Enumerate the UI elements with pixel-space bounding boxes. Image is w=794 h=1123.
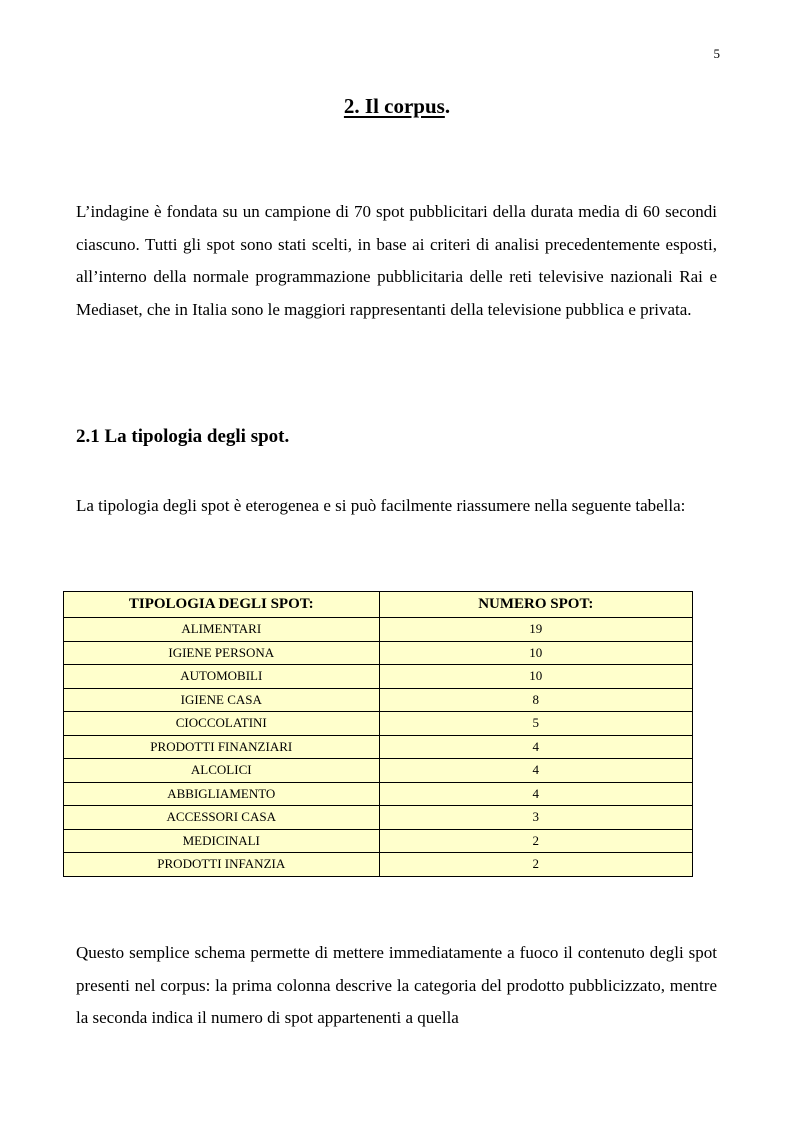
spot-count-cell: 8 [379, 688, 692, 712]
chapter-title [0, 94, 794, 119]
spot-category-cell: IGIENE CASA [64, 688, 380, 712]
table-row [64, 853, 693, 877]
table-row [64, 829, 693, 853]
table-row [64, 759, 693, 783]
spot-count-cell: 10 [379, 665, 692, 689]
closing-paragraph: Questo semplice schema permette di mettere immediatamente a fuoco il contenuto degli spot presenti nel corpus: la prima colonna descrive la categoria del prodotto pubblicizzato, mentre la seconda indica il numero di spot appartenenti a quella [76, 943, 717, 1027]
spot-category-cell: PRODOTTI INFANZIA [64, 853, 380, 877]
spot-type-table [63, 591, 693, 877]
spot-count-cell: 5 [379, 712, 692, 736]
chapter-title-text: 2. Il corpus [343, 94, 445, 118]
spot-category-cell: CIOCCOLATINI [64, 712, 380, 736]
table-row [64, 688, 693, 712]
chapter-title-period: . [444, 94, 451, 118]
spot-category-cell: ALCOLICI [64, 759, 380, 783]
spot-count-cell: 2 [379, 829, 692, 853]
spot-count-cell: 4 [379, 782, 692, 806]
spot-count-cell: 10 [379, 641, 692, 665]
section-title: 2.1 La tipologia degli spot. [76, 426, 290, 447]
spot-category-cell: IGIENE PERSONA [64, 641, 380, 665]
spot-count-cell: 2 [379, 853, 692, 877]
header-spot-count: NUMERO SPOT: [379, 592, 692, 618]
spot-category-cell: ABBIGLIAMENTO [64, 782, 380, 806]
table-row [64, 806, 693, 830]
table-row [64, 665, 693, 689]
table-intro-paragraph: La tipologia degli spot è eterogenea e si può facilmente riassumere nella seguente tabella: [76, 496, 686, 515]
table-row [64, 735, 693, 759]
table-row [64, 618, 693, 642]
table-row [64, 712, 693, 736]
spot-count-cell: 3 [379, 806, 692, 830]
table-header-row [64, 592, 693, 618]
page-number: 5 [713, 46, 720, 61]
spot-category-cell: ACCESSORI CASA [64, 806, 380, 830]
spot-count-cell: 4 [379, 735, 692, 759]
spot-category-cell: MEDICINALI [64, 829, 380, 853]
header-spot-type: TIPOLOGIA DEGLI SPOT: [64, 592, 380, 618]
intro-paragraph: L’indagine è fondata su un campione di 70 spot pubblicitari della durata media di 60 secondi ciascuno. Tutti gli spot sono stati scelti, in base ai criteri di analisi precedentemente esposti, all’interno della normale programmazione pubblicitaria delle reti televisive nazionali Rai e Mediaset, che in Italia sono le maggiori rappresentanti della televisione pubblica e privata. [76, 202, 717, 319]
table-row [64, 782, 693, 806]
spot-count-cell: 4 [379, 759, 692, 783]
spot-count-cell: 19 [379, 618, 692, 642]
spot-category-cell: AUTOMOBILI [64, 665, 380, 689]
spot-category-cell: PRODOTTI FINANZIARI [64, 735, 380, 759]
table-row [64, 641, 693, 665]
spot-category-cell: ALIMENTARI [64, 618, 380, 642]
